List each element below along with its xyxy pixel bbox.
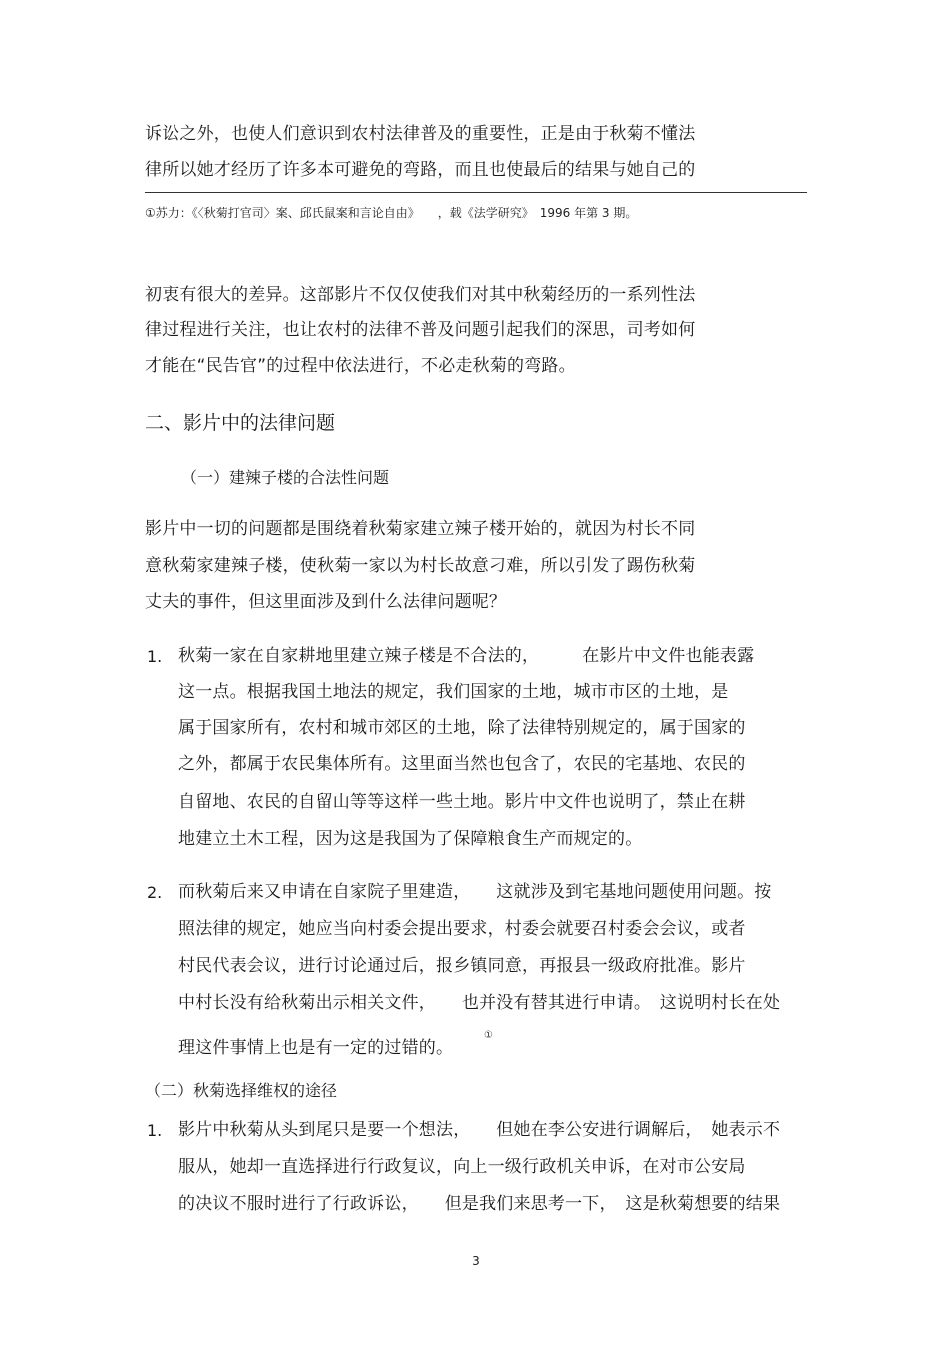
list-item-line: 地建立土木工程，因为这是我国为了保障粮食生产而规定的。 [178, 829, 643, 849]
list-item-line: 之外，都属于农民集体所有。这里面当然也包含了，农民的宅基地、农民的 [178, 754, 746, 774]
list-item-line: 理这件事情上也是有一定的过错的。 [178, 1038, 454, 1058]
paragraph-line: 律所以她才经历了许多本可避免的弯路，而且也使最后的结果与她自己的 [145, 160, 696, 180]
list-item-line: 照法律的规定，她应当向村委会提出要求，村委会就要召村委会会议，或者 [178, 919, 746, 939]
list-number: 1. [147, 647, 163, 666]
list-number: 2. [147, 883, 163, 902]
list-item-line: 服从，她却一直选择进行行政复议，向上一级行政机关申诉，在对市公安局 [178, 1157, 746, 1177]
footnote-divider [145, 192, 807, 193]
list-item-line: 中村长没有给秋菊出示相关文件， 也并没有替其进行申请。 这说明村长在处 [178, 993, 781, 1013]
paragraph-line: 丈夫的事件，但这里面涉及到什么法律问题呢？ [145, 592, 507, 612]
list-item-line: 秋菊一家在自家耕地里建立辣子楼是不合法的， 在影片中文件也能表露 [178, 646, 755, 666]
paragraph-line: 诉讼之外，也使人们意识到农村法律普及的重要性，正是由于秋菊不懂法 [145, 124, 696, 144]
list-item-line: 而秋菊后来又申请在自家院子里建造， 这就涉及到宅基地问题使用问题。按 [178, 882, 772, 902]
paragraph-line: 意秋菊家建辣子楼，使秋菊一家以为村长故意刁难，所以引发了踢伤秋菊 [145, 556, 696, 576]
paragraph-line: 才能在“民告官”的过程中依法进行，不必走秋菊的弯路。 [145, 356, 576, 376]
subsection-heading: （一）建辣子楼的合法性问题 [181, 468, 390, 487]
list-item-line: 村民代表会议，进行讨论通过后，报乡镇同意，再报县一级政府批准。影片 [178, 956, 746, 976]
footnote: ①苏力：《〈秋菊打官司〉案、邱氏鼠案和言论自由》 ，载《法学研究》 1996 年第 3 期。 [145, 206, 638, 220]
list-item-line: 属于国家所有，农村和城市郊区的土地，除了法律特别规定的，属于国家的 [178, 718, 746, 738]
list-item-line: 影片中秋菊从头到尾只是要一个想法， 但她在李公安进行调解后， 她表示不 [178, 1120, 781, 1140]
paragraph-line: 影片中一切的问题都是围绕着秋菊家建立辣子楼开始的，就因为村长不同 [145, 519, 696, 539]
paragraph-line: 律过程进行关注，也让农村的法律不普及问题引起我们的深思，司考如何 [145, 320, 696, 340]
paragraph-line: 初衷有很大的差异。这部影片不仅仅使我们对其中秋菊经历的一系列性法 [145, 285, 696, 305]
subsection-heading: （二）秋菊选择维权的途径 [145, 1081, 338, 1100]
list-item-line: 这一点。根据我国土地法的规定，我们国家的土地，城市市区的土地，是 [178, 682, 729, 702]
list-number: 1. [147, 1121, 163, 1140]
section-heading: 二、影片中的法律问题 [145, 412, 336, 434]
footnote-mark: ① [484, 1030, 493, 1041]
list-item-line: 的决议不服时进行了行政诉讼， 但是我们来思考一下， 这是秋菊想要的结果 [178, 1194, 781, 1214]
list-item-line: 自留地、农民的自留山等等这样一些土地。影片中文件也说明了，禁止在耕 [178, 792, 746, 812]
page-number: 3 [472, 1254, 480, 1268]
